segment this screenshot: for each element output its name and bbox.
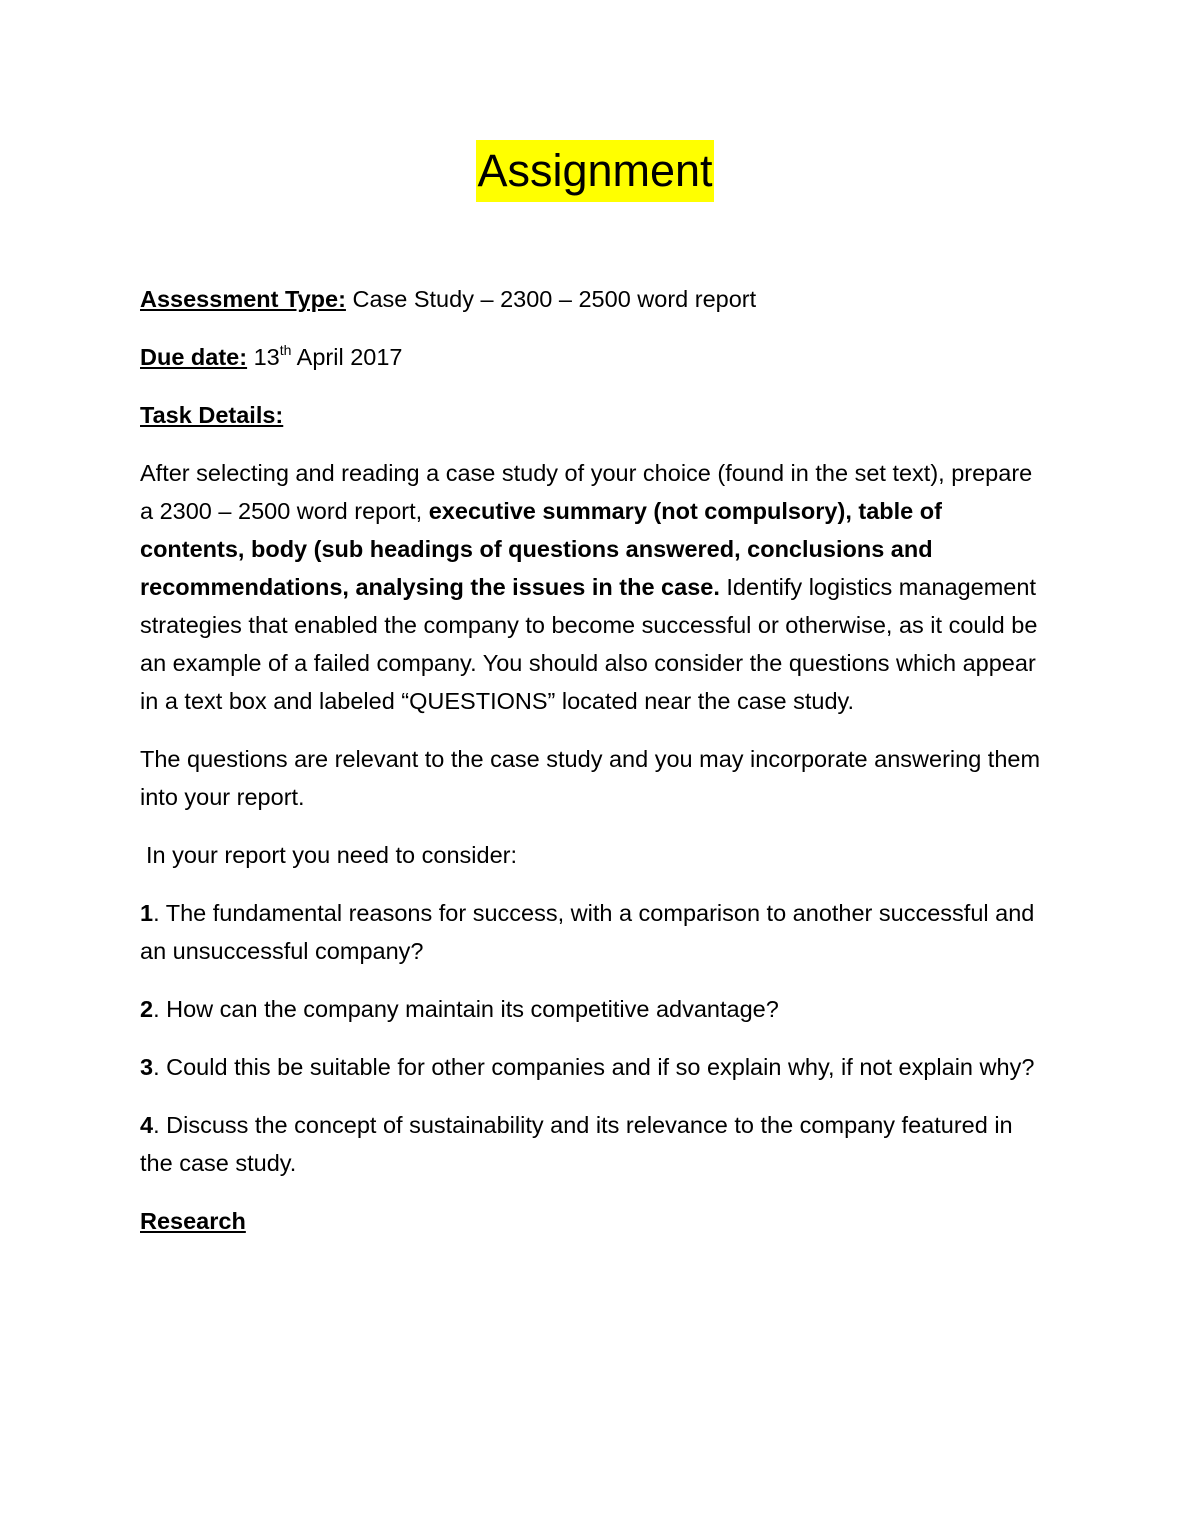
- task-paragraph-part1: After selecting and reading a case study of your choice (found in the set text), prepare a 2300 – 2500 word report,: [140, 460, 1033, 524]
- question-item: [140, 894, 1050, 970]
- task-details-label: Task Details:: [140, 402, 284, 428]
- research-label: Research: [140, 1208, 246, 1234]
- question-number: 2: [140, 996, 154, 1022]
- assessment-type-value: Case Study – 2300 – 2500 word report: [352, 286, 757, 312]
- question-item: [140, 1106, 1050, 1182]
- assessment-type-label: Assessment Type:: [140, 286, 346, 312]
- question-item: [140, 990, 1050, 1028]
- due-date-day: 13: [253, 344, 280, 370]
- due-date-suffix: th: [279, 342, 292, 358]
- due-date-label: Due date:: [140, 344, 248, 370]
- task-paragraph-part2: Identify logistics management strategies that enabled the company to become successful or otherwise, as it could be an example of a failed company. You should also consider the questions which appear in a text box and labeled “QUESTIONS” located near the case study.: [140, 574, 1038, 714]
- question-text: . The fundamental reasons for success, with a comparison to another successful and an unsuccessful company?: [140, 900, 1035, 964]
- question-number: 3: [140, 1054, 154, 1080]
- question-number: 4: [140, 1112, 154, 1138]
- task-paragraph-bold: executive summary (not compulsory), table of contents, body (sub headings of questions answered, conclusions and recommendations, analysing the issues in the case.: [140, 498, 942, 600]
- question-text: . Could this be suitable for other companies and if so explain why, if not explain why?: [153, 1054, 1035, 1080]
- due-date-line: [140, 338, 1050, 376]
- document-body: [140, 280, 1050, 1260]
- assessment-type-line: [140, 280, 1050, 318]
- question-number: 1: [140, 900, 154, 926]
- research-heading: [140, 1202, 1050, 1240]
- task-details-heading: [140, 396, 1050, 434]
- consider-intro: In your report you need to consider:: [146, 842, 517, 868]
- task-paragraph: [140, 454, 1050, 720]
- question-text: . How can the company maintain its competitive advantage?: [153, 996, 779, 1022]
- relevance-paragraph: The questions are relevant to the case study and you may incorporate answering them into your report.: [140, 746, 1041, 810]
- due-date-rest: April 2017: [296, 344, 403, 370]
- title-container: [0, 140, 1190, 202]
- question-item: [140, 1048, 1050, 1086]
- page-title: Assignment: [476, 140, 713, 202]
- question-text: . Discuss the concept of sustainability and its relevance to the company featured in the case study.: [140, 1112, 1013, 1176]
